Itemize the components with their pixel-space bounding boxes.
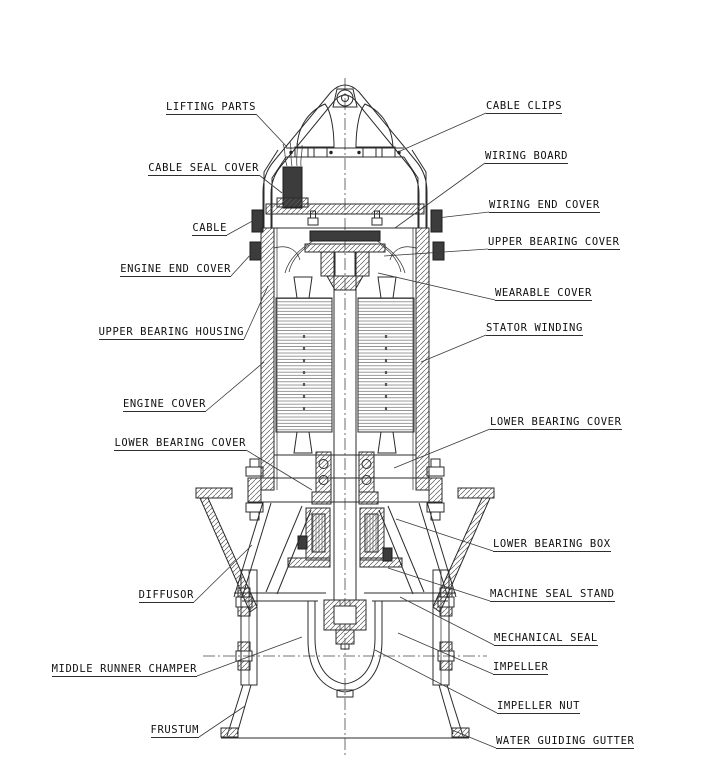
label-engine-end-cover: ENGINE END COVER [120, 263, 231, 275]
label-wiring-end-cover: WIRING END COVER [489, 199, 600, 211]
label-lower-bearing-cover-left: LOWER BEARING COVER [114, 437, 246, 449]
label-diffusor: DIFFUSOR [138, 589, 194, 601]
centerlines [203, 78, 487, 757]
label-impeller: IMPELLER [493, 661, 549, 673]
label-mechanical-seal: MECHANICAL SEAL [494, 632, 598, 644]
label-wearable-cover: WEARABLE COVER [495, 287, 592, 299]
label-stator-winding: STATOR WINDING [486, 322, 583, 334]
impeller-assembly [324, 600, 366, 649]
label-lower-bearing-box: LOWER BEARING BOX [493, 538, 611, 550]
label-cable-seal-cover: CABLE SEAL COVER [148, 162, 259, 174]
label-impeller-nut: IMPELLER NUT [497, 700, 581, 712]
frustum-part [221, 685, 469, 738]
label-lifting-parts: LIFTING PARTS [166, 101, 256, 113]
label-lower-bearing-cover-right: LOWER BEARING COVER [490, 416, 622, 428]
label-cable: CABLE [192, 222, 227, 234]
label-frustum: FRUSTUM [150, 724, 199, 736]
cable-clips-part [286, 147, 404, 157]
label-water-guiding-gutter: WATER GUIDING GUTTER [496, 735, 635, 747]
label-engine-cover: ENGINE COVER [122, 398, 206, 410]
label-middle-runner-champer: MIDDLE RUNNER CHAMPER [51, 663, 197, 675]
label-wiring-board: WIRING BOARD [485, 150, 569, 162]
label-cable-clips: CABLE CLIPS [486, 100, 563, 112]
label-machine-seal-stand: MACHINE SEAL STAND [490, 588, 615, 600]
label-upper-bearing-cover: UPPER BEARING COVER [488, 236, 620, 248]
label-upper-bearing-housing: UPPER BEARING HOUSING [98, 326, 244, 338]
